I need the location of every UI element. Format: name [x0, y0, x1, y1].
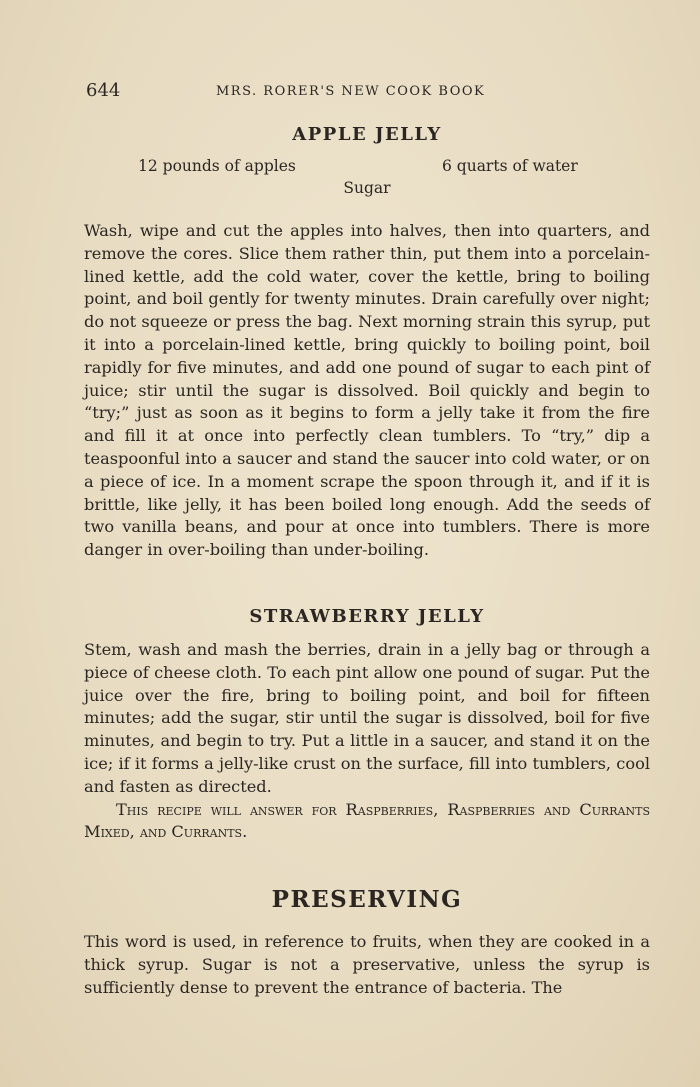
recipe-note: This recipe will answer for Raspberries, Raspberries and Currants Mixed, and Currants. — [84, 799, 650, 842]
recipe-title: APPLE JELLY — [292, 124, 442, 145]
ingredient-apples: 12 pounds of apples — [138, 157, 296, 175]
section-title: PRESERVING — [271, 886, 463, 913]
running-title: MRS. RORER'S NEW COOK BOOK — [216, 84, 486, 99]
section-body: This word is used, in reference to fruits, when they are cooked in a thick syrup. Sugar is not a preservative, unless the syrup is sufficiently dense to prevent the entrance of bacteria. The — [84, 932, 650, 997]
page-number: 644 — [86, 80, 121, 101]
recipe-title: STRAWBERRY JELLY — [249, 606, 485, 627]
apple-jelly-recipe — [84, 124, 650, 562]
recipe-body: Wash, wipe and cut the apples into halves, then into quarters, and remove the cores. Slice them rather thin, put them into a porcelain-lined kettle, add the cold water, cover the kettle, bring to boiling point, and boil gently for twenty minutes. Drain carefully over night; do not squeeze or press the bag. Next morning strain this syrup, put it into a porcelain-lined kettle, bring quickly to boiling point, boil rapidly for five minutes, and add one pound of sugar to each pint of juice; stir until the sugar is dissolved. Boil quickly and begin to “try;” just as soon as it begins to form a jelly take it from the fire and fill it at once into perfectly clean tumblers. To “try,” dip a teaspoonful into a saucer and stand the saucer into cold water, or on a piece of ice. In a moment scrape the spoon through it, and if it is brittle, like jelly, it has been boiled long enough. Add the seeds of two vanilla beans, and pour at once into tumblers. There is more danger in over-boiling than under-boiling. — [84, 221, 650, 560]
ingredient-water: 6 quarts of water — [442, 157, 578, 175]
preserving-section — [84, 886, 650, 999]
ingredient-sugar: Sugar — [343, 179, 391, 197]
page-header — [86, 80, 651, 104]
strawberry-jelly-recipe — [84, 606, 650, 844]
ingredients-list — [84, 157, 650, 205]
recipe-body: Stem, wash and mash the berries, drain in a jelly bag or through a piece of cheese cloth. To each pint allow one pound of sugar. Put the juice over the fire, bring to boiling point, and boil for fifteen minutes; add the sugar, stir until the sugar is dissolved, boil for five minutes, and begin to try. Put a little in a saucer, and stand it on the ice; if it forms a jelly-like crust on the surface, fill into tumblers, cool and fasten as directed. — [84, 640, 650, 796]
